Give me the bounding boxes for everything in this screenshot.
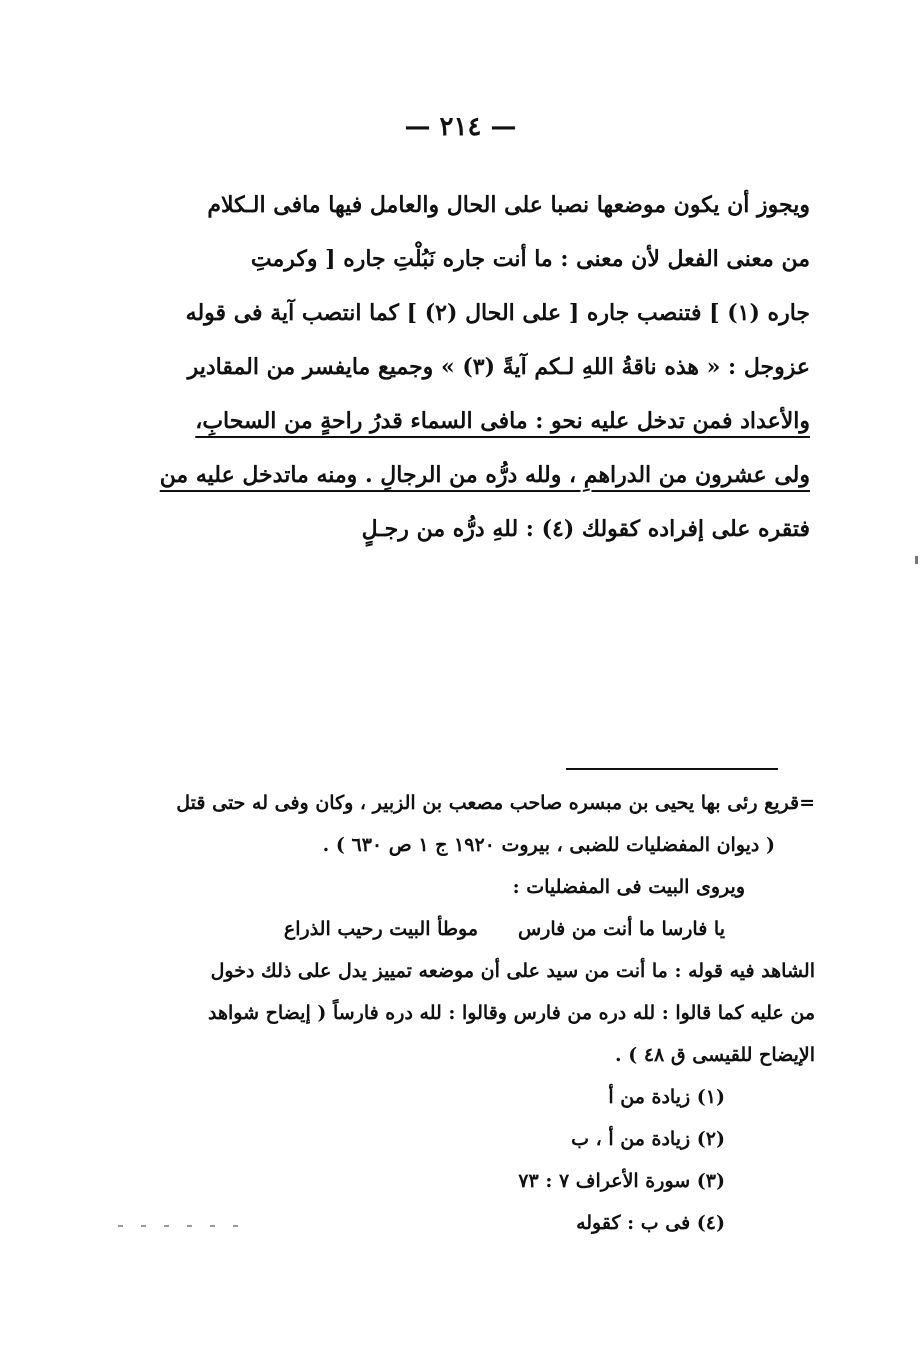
verse-hemistich-second: موطأ البيت رحيب الذراع — [283, 918, 479, 940]
footnote-4: (٤) فى ب : كقوله — [576, 1212, 725, 1234]
main-line: ويجوز أن يكون موضعها نصبا على الحال والعامل فيها مافى الـكلام — [207, 192, 810, 218]
footnote-line: =قريع رئى بها يحيى بن مبسره صاحب مصعب بن الزبير ، وكان وفى له حتى قتل — [176, 792, 815, 814]
scan-specks — [118, 1215, 278, 1221]
footnote-line: الإيضاح للقيسى ق ٤٨ ) . — [615, 1044, 815, 1066]
main-line: جاره (١) ] فتنصب جاره [ على الحال (٢) ] كما انتصب آية فى قوله — [185, 300, 810, 326]
main-text — [110, 178, 810, 556]
main-line: فتقره على إفراده كقولك (٤) : للهِ درُّه من رجـلٍ — [361, 516, 810, 542]
footnote-2: (٢) زيادة من أ ، ب — [571, 1128, 725, 1150]
main-line: ولى عشرون من الدراهمِ ، ولله درُّه من الرجالِ . ومنه ماتدخل عليه من — [159, 462, 810, 488]
footnote-1: (١) زيادة من أ — [608, 1086, 725, 1108]
page-number: — ٢١٤ — — [404, 112, 517, 142]
main-line: والأعداد فمن تدخل عليه نحو : مافى السماء قدرُ راحةٍ من السحابِ، — [195, 408, 810, 434]
footnote-line: من عليه كما قالوا : لله دره من فارس وقالوا : لله دره فارساً ( إيضاح شواهد — [208, 1002, 815, 1024]
footnote-line: ( ديوان المفضليات للضبى ، بيروت ١٩٢٠ ج ١ ص ٦٣٠ ) . — [322, 834, 775, 856]
verse-hemistich-first: يا فارسا ما أنت من فارس — [518, 918, 725, 940]
footnote-separator — [566, 768, 778, 770]
footnote-3: (٣) سورة الأعراف ٧ : ٧٣ — [518, 1170, 725, 1192]
footnote-line: الشاهد فيه قوله : ما أنت من سيد على أن موضعه تمييز يدل على ذلك دخول — [210, 960, 815, 982]
main-line: من معنى الفعل لأن معنى : ما أنت جاره نَبُلْتِ جاره [ وكرمتِ — [250, 246, 810, 272]
verse-line — [100, 908, 815, 950]
main-line: عزوجل : « هذه ناقةُ اللهِ لـكم آيةً (٣) » وجميع مايفسر من المقادير — [187, 354, 810, 380]
footnotes — [100, 782, 815, 1244]
footnote-line: ويروى البيت فى المفضليات : — [512, 876, 745, 898]
scan-edge-mark — [915, 556, 918, 564]
